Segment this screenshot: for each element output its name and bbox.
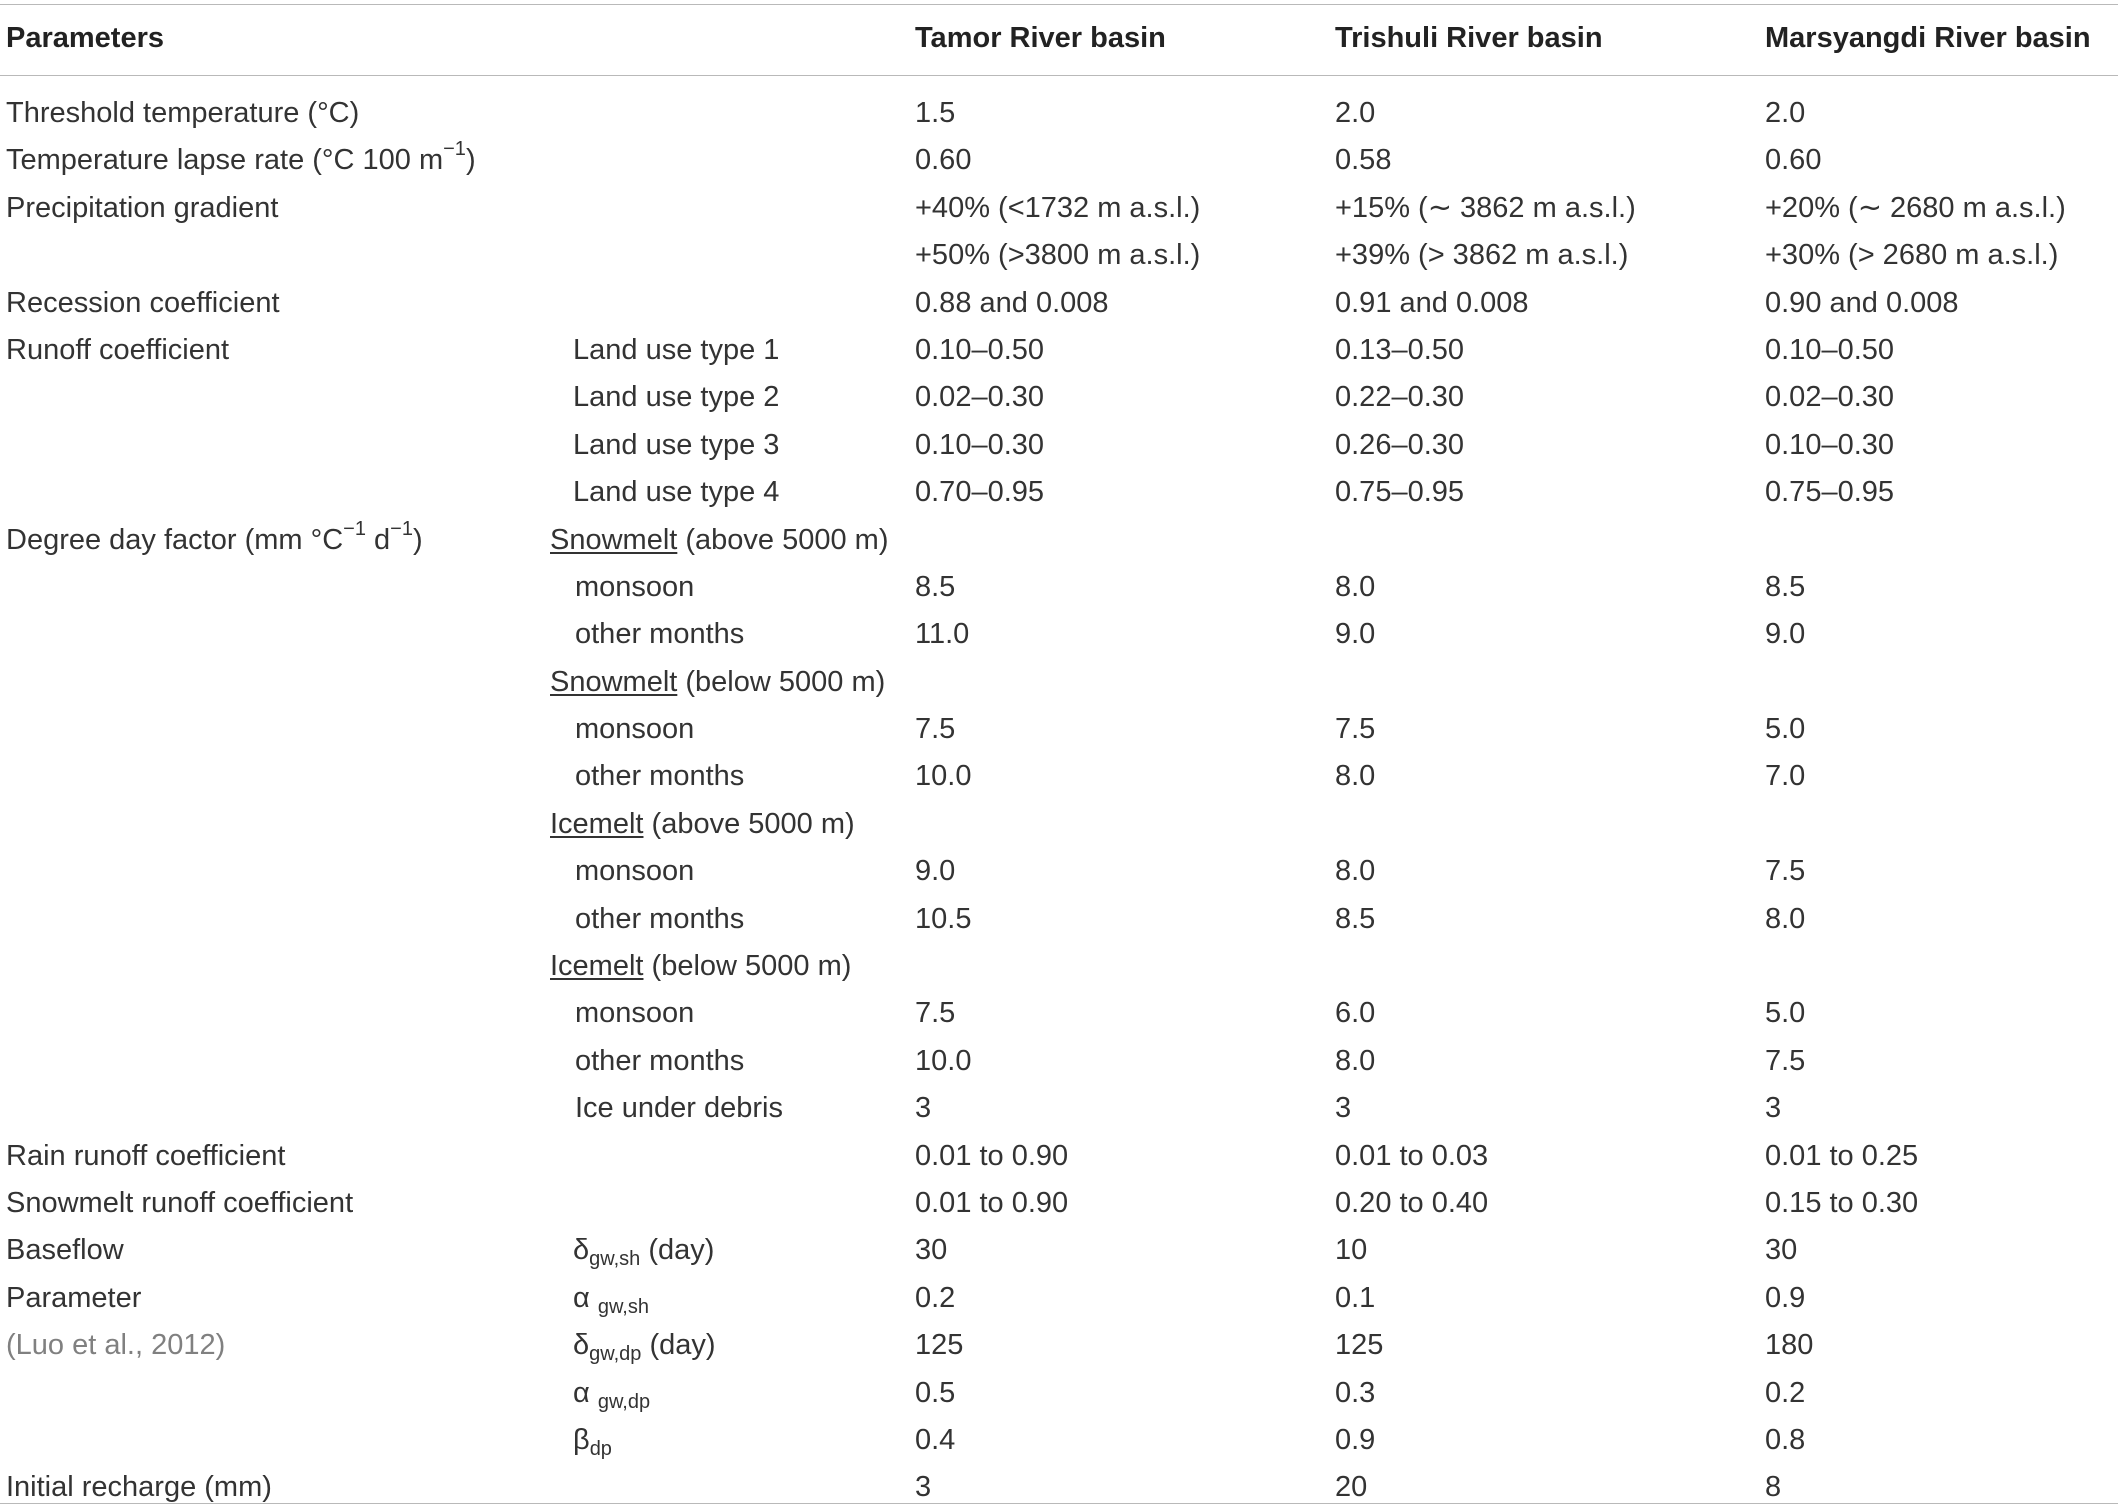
marsyangdi-value: 0.15 to 0.30	[1765, 1186, 1919, 1219]
trishuli-value: 0.91 and 0.008	[1335, 286, 1529, 319]
table-row	[0, 657, 2118, 704]
sub-label: other months	[575, 760, 745, 793]
tamor-value: 7.5	[915, 713, 956, 746]
table-row	[0, 1083, 2118, 1130]
table-header-rule	[0, 75, 2118, 76]
tamor-value: 0.60	[915, 144, 972, 177]
marsyangdi-value: 5.0	[1765, 997, 1806, 1030]
sub-label: $\delta_{gw,sh}$ (day)	[573, 1234, 715, 1271]
sub-label: monsoon	[575, 997, 695, 1030]
marsyangdi-value: 0.02–0.30	[1765, 381, 1895, 414]
param-label: Rain runoff coefficient	[6, 1139, 286, 1172]
trishuli-value: 8.0	[1335, 1044, 1376, 1077]
marsyangdi-value: 2.0	[1765, 97, 1806, 129]
marsyangdi-value: 8.5	[1765, 570, 1806, 603]
sub-label: Land use type 2	[573, 381, 780, 414]
tamor-value: 0.5	[915, 1376, 956, 1409]
table-row	[0, 230, 2118, 277]
sub-label: other months	[575, 1044, 745, 1077]
table-row	[0, 1320, 2118, 1367]
marsyangdi-value: 7.0	[1765, 760, 1806, 793]
trishuli-value: +15% (∼ 3862 m a.s.l.)	[1335, 191, 1636, 224]
tamor-value: 3	[915, 1092, 932, 1125]
marsyangdi-value: +30% (> 2680 m a.s.l.)	[1765, 239, 2059, 272]
tamor-value: 1.5	[915, 97, 956, 129]
trishuli-value: 6.0	[1335, 997, 1376, 1030]
tamor-value: 0.4	[915, 1423, 956, 1456]
table-row	[0, 1415, 2118, 1462]
table-row	[0, 135, 2118, 182]
tamor-value: 125	[915, 1329, 964, 1362]
sub-label: Land use type 3	[573, 428, 780, 461]
marsyangdi-value: +20% (∼ 2680 m a.s.l.)	[1765, 191, 2066, 224]
tamor-value: 10.5	[915, 902, 972, 935]
trishuli-value: 0.13–0.50	[1335, 333, 1465, 366]
header-marsyangdi: Marsyangdi River basin	[1765, 22, 2091, 54]
header-parameters: Parameters	[6, 22, 164, 54]
table-bottom-rule	[0, 1503, 2118, 1504]
table-row	[0, 846, 2118, 893]
trishuli-value: 20	[1335, 1471, 1368, 1504]
trishuli-value: 2.0	[1335, 97, 1376, 129]
table-row	[0, 941, 2118, 988]
sub-label: $\delta_{gw,dp}$ (day)	[573, 1329, 716, 1366]
trishuli-value: 0.75–0.95	[1335, 476, 1465, 509]
trishuli-value: 125	[1335, 1329, 1384, 1362]
sub-heading: Icemelt (below 5000 m)	[550, 950, 852, 983]
trishuli-value: 0.1	[1335, 1281, 1376, 1314]
table-row	[0, 420, 2118, 467]
sub-heading: Snowmelt (below 5000 m)	[550, 665, 886, 698]
trishuli-value: 8.0	[1335, 760, 1376, 793]
trishuli-value: 0.9	[1335, 1423, 1376, 1456]
table-row	[0, 325, 2118, 372]
marsyangdi-value: 0.75–0.95	[1765, 476, 1895, 509]
table-row	[0, 1368, 2118, 1415]
param-label: Degree day factor (mm $^\circ C^{-1}$ $d^{-1}$)	[6, 517, 423, 556]
table-row	[0, 1225, 2118, 1272]
trishuli-value: 8.0	[1335, 570, 1376, 603]
sub-label: monsoon	[575, 713, 695, 746]
tamor-value: 8.5	[915, 570, 956, 603]
tamor-value: 0.70–0.95	[915, 476, 1045, 509]
sub-label: other months	[575, 902, 745, 935]
tamor-value: 0.01 to 0.90	[915, 1139, 1069, 1172]
marsyangdi-value: 9.0	[1765, 618, 1806, 651]
table-row	[0, 1273, 2118, 1320]
trishuli-value: 8.5	[1335, 902, 1376, 935]
table-row	[0, 515, 2118, 562]
table-row	[0, 704, 2118, 751]
marsyangdi-value: 0.2	[1765, 1376, 1806, 1409]
tamor-value: 7.5	[915, 997, 956, 1030]
marsyangdi-value: 7.5	[1765, 1044, 1806, 1077]
tamor-value: 0.10–0.30	[915, 428, 1045, 461]
param-label: Parameter	[6, 1281, 142, 1314]
sub-label: other months	[575, 618, 745, 651]
marsyangdi-value: 5.0	[1765, 713, 1806, 746]
table-row	[0, 609, 2118, 656]
sub-heading: Snowmelt (above 5000 m)	[550, 523, 889, 556]
trishuli-value: +39% (> 3862 m a.s.l.)	[1335, 239, 1629, 272]
marsyangdi-value: 180	[1765, 1329, 1814, 1362]
sub-label: monsoon	[575, 570, 695, 603]
table-row	[0, 1036, 2118, 1083]
table-body	[0, 88, 2118, 1510]
marsyangdi-value: 0.90 and 0.008	[1765, 286, 1959, 319]
trishuli-value: 10	[1335, 1234, 1368, 1267]
trishuli-value: 7.5	[1335, 713, 1376, 746]
trishuli-value: 0.26–0.30	[1335, 428, 1465, 461]
marsyangdi-value: 0.60	[1765, 144, 1822, 177]
sub-label: monsoon	[575, 855, 695, 888]
sub-label: $\beta_{dp}$	[573, 1423, 612, 1460]
table-row	[0, 751, 2118, 798]
tamor-value: 30	[915, 1234, 948, 1267]
table-row	[0, 467, 2118, 514]
trishuli-value: 0.58	[1335, 144, 1392, 177]
table-row	[0, 183, 2118, 230]
param-label: Recession coefficient	[6, 286, 280, 319]
param-label: Baseflow	[6, 1234, 124, 1267]
trishuli-value: 3	[1335, 1092, 1352, 1125]
param-label: Threshold temperature (°C)	[6, 97, 360, 129]
table-row	[0, 372, 2118, 419]
trishuli-value: 0.22–0.30	[1335, 381, 1465, 414]
marsyangdi-value: 7.5	[1765, 855, 1806, 888]
table-row	[0, 988, 2118, 1035]
marsyangdi-value: 0.8	[1765, 1423, 1806, 1456]
trishuli-value: 0.20 to 0.40	[1335, 1186, 1489, 1219]
tamor-value: 0.88 and 0.008	[915, 286, 1109, 319]
tamor-value: 0.02–0.30	[915, 381, 1045, 414]
table-row	[0, 894, 2118, 941]
trishuli-value: 0.3	[1335, 1376, 1376, 1409]
marsyangdi-value: 0.10–0.50	[1765, 333, 1895, 366]
marsyangdi-value: 0.10–0.30	[1765, 428, 1895, 461]
marsyangdi-value: 8.0	[1765, 902, 1806, 935]
marsyangdi-value: 0.9	[1765, 1281, 1806, 1314]
table-row	[0, 799, 2118, 846]
marsyangdi-value: 3	[1765, 1092, 1782, 1125]
marsyangdi-value: 30	[1765, 1234, 1798, 1267]
table-row	[0, 88, 2118, 135]
tamor-value: 9.0	[915, 855, 956, 888]
table-row	[0, 1178, 2118, 1225]
table-row	[0, 1131, 2118, 1178]
sub-label: α $_{gw,sh}$	[573, 1281, 649, 1318]
trishuli-value: 0.01 to 0.03	[1335, 1139, 1489, 1172]
header-trishuli: Trishuli River basin	[1335, 22, 1603, 54]
header-tamor: Tamor River basin	[915, 22, 1166, 54]
tamor-value: 10.0	[915, 1044, 972, 1077]
tamor-value: 11.0	[915, 618, 970, 651]
param-label: Runoff coefficient	[6, 333, 230, 366]
table-row	[0, 562, 2118, 609]
trishuli-value: 9.0	[1335, 618, 1376, 651]
citation-link[interactable]: (Luo et al., 2012)	[6, 1329, 226, 1362]
tamor-value: 3	[915, 1471, 932, 1504]
table-row	[0, 278, 2118, 325]
tamor-value: +50% (>3800 m a.s.l.)	[915, 239, 1201, 272]
param-label: Snowmelt runoff coefficient	[6, 1186, 354, 1219]
param-label: Precipitation gradient	[6, 191, 279, 224]
sub-label: Land use type 4	[573, 476, 780, 509]
table-top-rule	[0, 4, 2118, 5]
sub-heading: Icemelt (above 5000 m)	[550, 807, 855, 840]
param-label: Temperature lapse rate (°C 100 $m^{-1}$)	[6, 138, 476, 177]
sub-label: Ice under debris	[575, 1092, 783, 1125]
marsyangdi-value: 0.01 to 0.25	[1765, 1139, 1919, 1172]
trishuli-value: 8.0	[1335, 855, 1376, 888]
tamor-value: 10.0	[915, 760, 972, 793]
marsyangdi-value: 8	[1765, 1471, 1782, 1504]
tamor-value: +40% (<1732 m a.s.l.)	[915, 191, 1201, 224]
tamor-value: 0.01 to 0.90	[915, 1186, 1069, 1219]
sub-label: α $_{gw,dp}$	[573, 1376, 651, 1413]
sub-label: Land use type 1	[573, 333, 780, 366]
param-label: Initial recharge (mm)	[6, 1471, 272, 1504]
tamor-value: 0.10–0.50	[915, 333, 1045, 366]
tamor-value: 0.2	[915, 1281, 956, 1314]
